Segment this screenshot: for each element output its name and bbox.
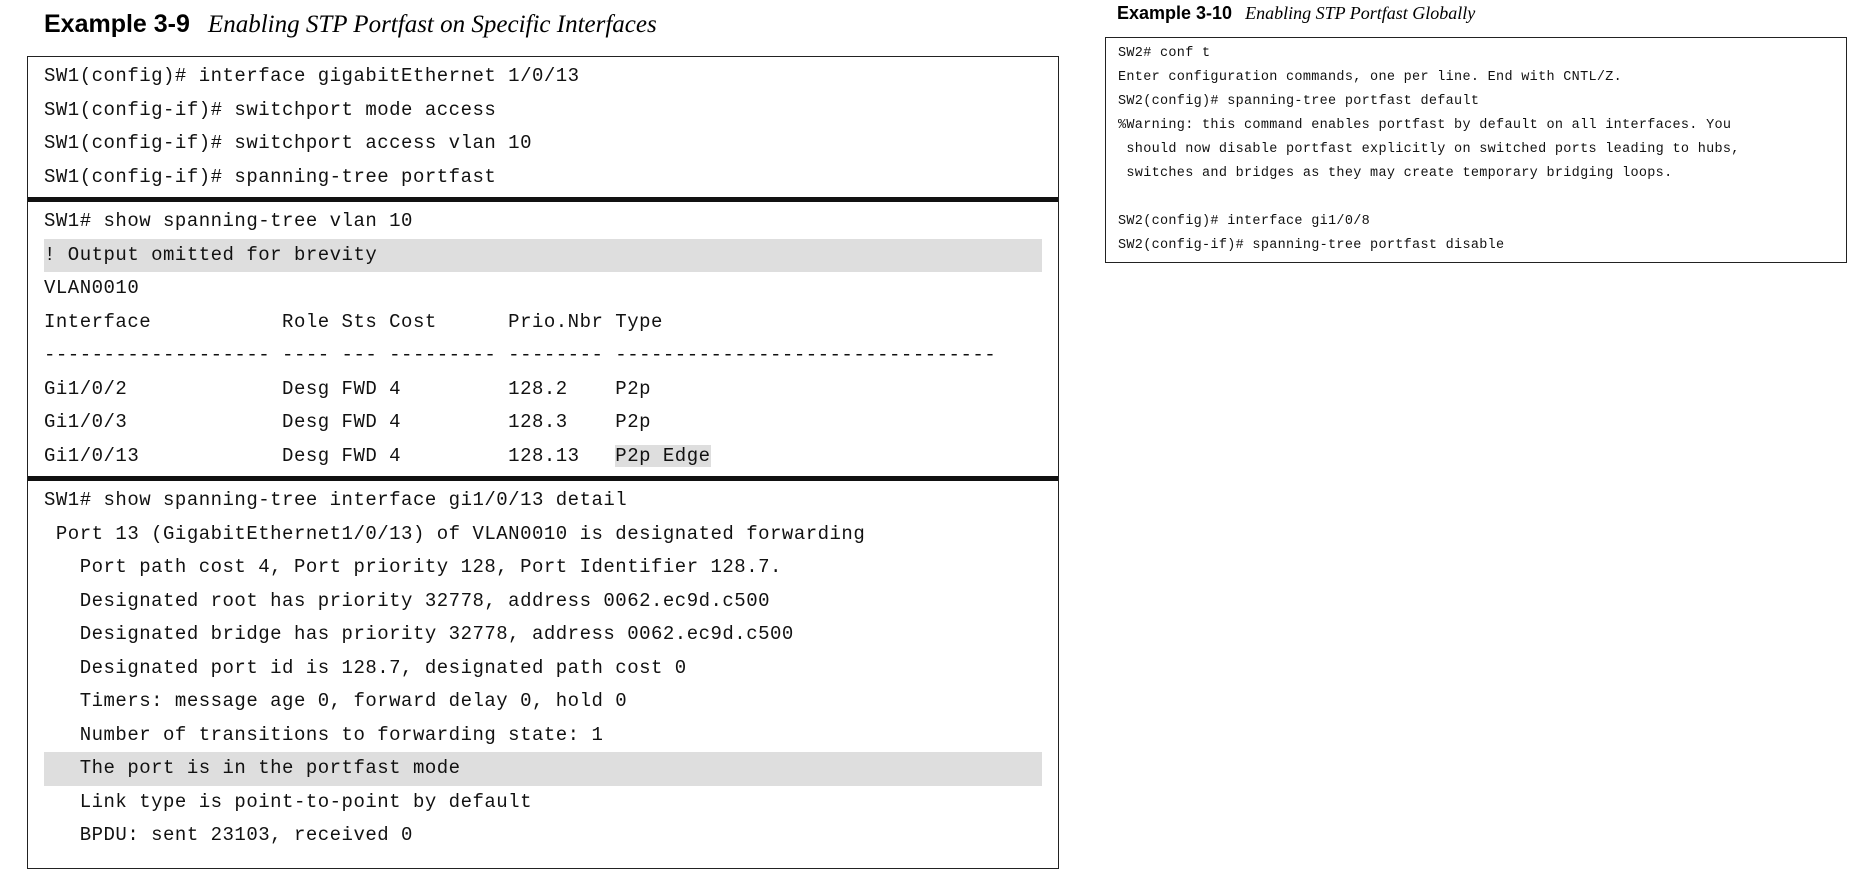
code-line: SW1(config)# interface gigabitEthernet 1/0/13 [44,65,580,87]
code-line: Designated port id is 128.7, designated path cost 0 [44,656,687,679]
code-line: SW1(config-if)# switchport mode access [44,98,497,121]
code-line: switches and bridges as they may create temporary bridging loops. [1118,166,1673,181]
code-line: SW1(config-if)# switchport access vlan 10 [44,132,532,154]
code-line: SW2# conf t [1118,46,1211,61]
table-separator: ------------------- ---- --- --------- -------- -------------------------------- [44,344,997,366]
code-line: BPDU: sent 23103, received 0 [44,824,413,846]
code-line: SW2(config-if)# spanning-tree portfast disable [1118,238,1505,253]
code-line: Link type is point-to-point by default [44,790,532,813]
example-number: Example 3-10 [1117,3,1233,23]
code-line: Enter configuration commands, one per line. End with CNTL/Z. [1118,70,1623,85]
code-line: VLAN0010 [44,277,140,299]
code-line: should now disable portfast explicitly on switched ports leading to hubs, [1118,142,1740,157]
code-line: Port 13 (GigabitEthernet1/0/13) of VLAN0010 is designated forwarding [44,522,866,545]
global-portfast-section [1106,38,1846,262]
example-3-10-title [1117,0,1475,26]
code-line: Port path cost 4, Port priority 128, Port Identifier 128.7. [44,556,782,578]
table-row-prefix: Gi1/0/13 Desg FWD 4 128.13 [44,444,616,467]
code-line: Timers: message age 0, forward delay 0, hold 0 [44,690,628,712]
table-header: Interface Role Sts Cost Prio.Nbr Type [44,310,663,333]
code-line: SW2(config)# interface gi1/0/8 [1118,214,1371,229]
code-line: %Warning: this command enables portfast by default on all interfaces. You [1118,118,1732,133]
code-line: SW1(config-if)# spanning-tree portfast [44,165,497,188]
table-row: Gi1/0/2 Desg FWD 4 128.2 P2p [44,377,651,400]
example-number: Example 3-9 [44,10,190,38]
highlighted-type: P2p Edge [615,444,711,467]
example-caption: Enabling STP Portfast on Specific Interfaces [207,11,657,38]
show-interface-section [28,476,1058,856]
highlighted-line: ! Output omitted for brevity [44,239,1042,273]
code-line: Number of transitions to forwarding state: 1 [44,723,604,746]
code-line: Designated root has priority 32778, address 0062.ec9d.c500 [44,589,771,612]
example-caption: Enabling STP Portfast Globally [1245,3,1476,23]
code-line: SW1# show spanning-tree interface gi1/0/13 detail [44,489,628,511]
example-3-9-title [44,6,657,43]
code-line: Designated bridge has priority 32778, address 0062.ec9d.c500 [44,623,794,645]
example-3-10-code-box [1105,37,1847,263]
code-line: SW2(config)# spanning-tree portfast default [1118,94,1480,109]
table-row: Gi1/0/3 Desg FWD 4 128.3 P2p [44,411,651,433]
blank-line [1118,186,1834,210]
highlighted-line: The port is in the portfast mode [44,752,1042,786]
code-line: SW1# show spanning-tree vlan 10 [44,210,413,232]
config-section [28,57,1058,197]
show-vlan-section [28,197,1058,476]
table-row [44,440,1042,474]
example-3-9-code-box [27,56,1059,869]
